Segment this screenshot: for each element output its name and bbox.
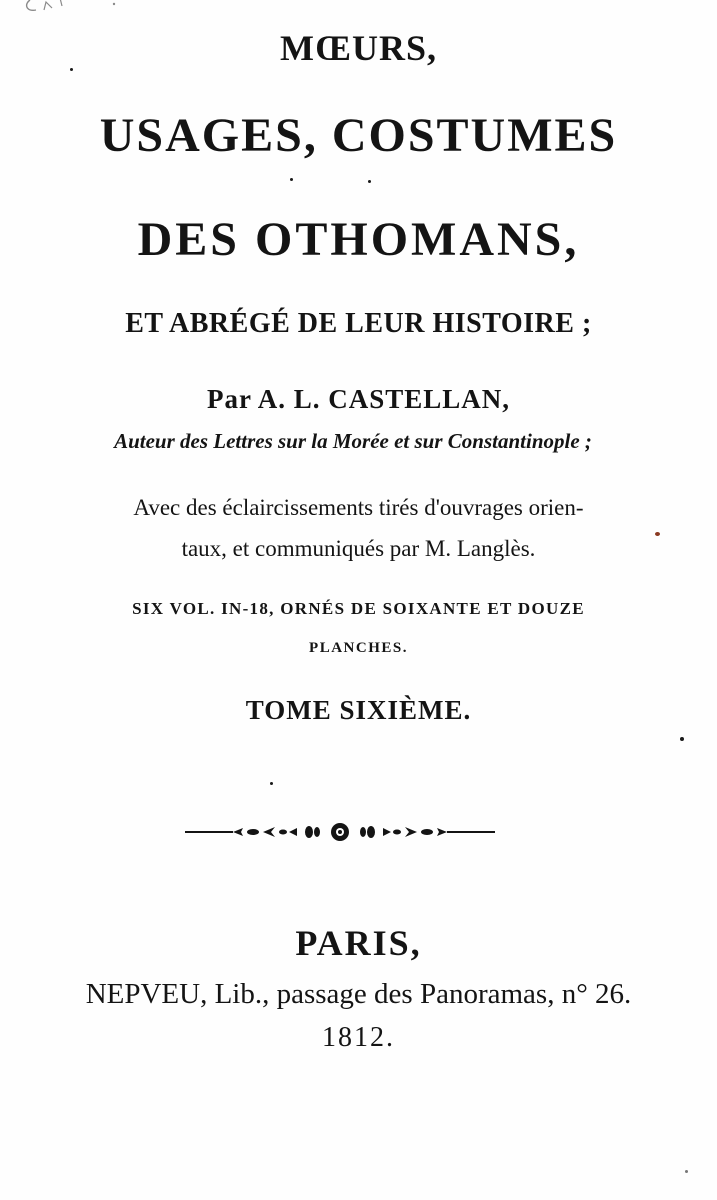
ink-speck [70,68,73,71]
imprint-publisher: NEPVEU, Lib., passage des Panoramas, n° 26. [85,978,632,1010]
author-credit: Auteur des Lettres sur la Morée et sur Constantinople ; [114,429,592,453]
imprint-year: 1812. [322,1022,395,1053]
note-line-1: Avec des éclaircissements tirés d'ouvrages orien- [133,495,584,520]
ink-speck [368,180,371,183]
title-line-3: DES OTHOMANS, [137,213,580,266]
handwritten-mark [22,0,122,16]
ink-speck [685,1170,688,1173]
title-line-1: MŒURS, [280,28,437,68]
imprint-city: PARIS, [295,923,422,963]
volumes-line-1: SIX VOL. IN-18, ORNÉS DE SOIXANTE ET DOUZE [132,599,585,618]
ink-speck [270,782,273,785]
author-line: Par A. L. CASTELLAN, [206,384,511,414]
subtitle: ET ABRÉGÉ DE LEUR HISTOIRE ; [125,308,592,339]
ink-speck [655,532,660,536]
volumes-line-2: PLANCHES. [309,640,408,656]
ink-speck [290,178,293,181]
printers-ornament-icon [185,818,495,846]
tome-label: TOME SIXIÈME. [245,695,472,725]
note-line-2: taux, et communiqués par M. Langlès. [181,536,536,561]
title-line-2: USAGES, COSTUMES [99,109,618,162]
ink-speck [680,737,684,741]
